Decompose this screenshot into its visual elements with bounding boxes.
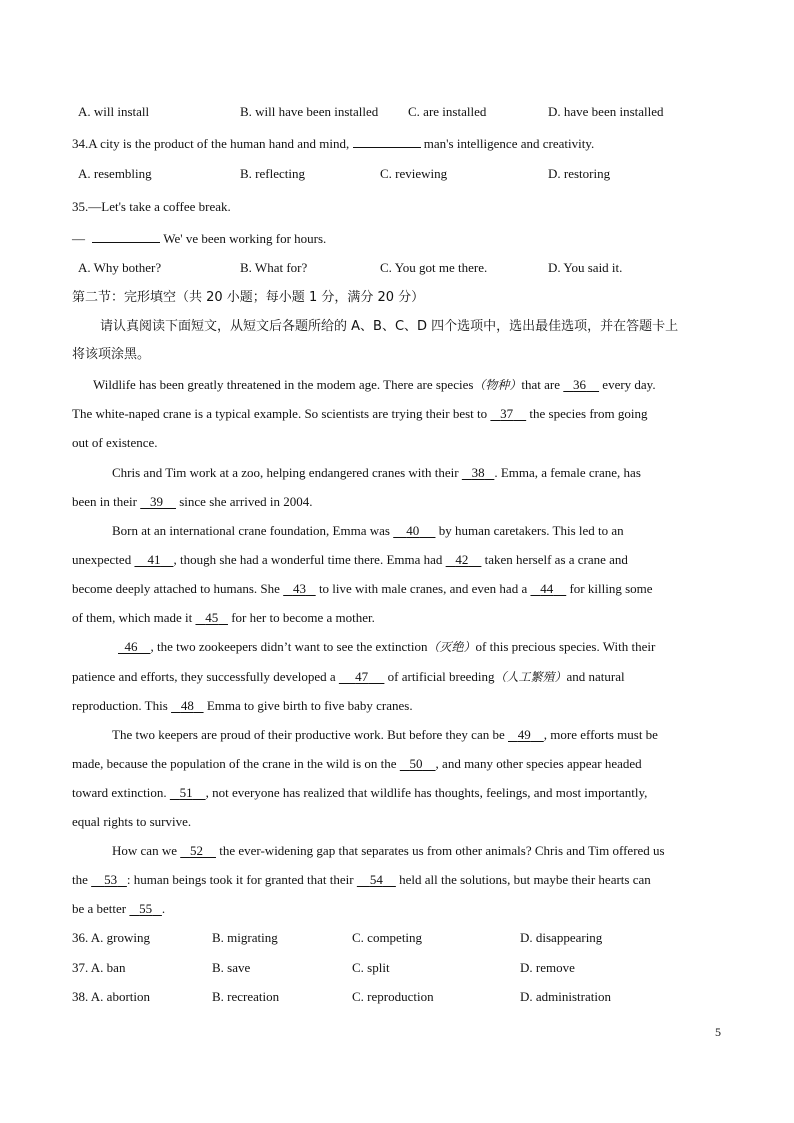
passage-text: . — [161, 901, 166, 916]
passage-p3-line1 — [112, 522, 624, 540]
passage-text: of them, which made it — [72, 610, 193, 625]
q37-option-b: B. save — [212, 960, 251, 975]
q35-line1: 35.—Let's take a coffee break. — [72, 199, 231, 214]
blank-53: 53 — [104, 872, 118, 887]
q37-option-c: C. split — [352, 960, 390, 975]
passage-text: Chris and Tim work at a zoo, helping endangered cranes with their — [112, 465, 459, 480]
blank-48: 48 — [180, 698, 194, 713]
q35-line2 — [72, 229, 326, 248]
page-number: 5 — [715, 1025, 721, 1039]
passage-p5-line2 — [72, 755, 642, 773]
blank-51: 51 — [179, 785, 193, 800]
passage-p5-line4: equal rights to survive. — [72, 814, 192, 829]
q33-option-b: B. will have been installed — [240, 104, 379, 119]
q35-dash: — — [72, 231, 85, 246]
passage-p4-line1 — [118, 638, 655, 656]
passage-text: Emma to give birth to five baby cranes. — [206, 698, 413, 713]
passage-text: The white-naped crane is a typical example. So scientists are trying their best to — [72, 406, 488, 421]
blank-54: 54 — [369, 872, 383, 887]
passage-text: by human caretakers. This led to an — [438, 523, 624, 538]
passage-text: How can we — [112, 843, 177, 858]
q33-option-d: D. have been installed — [548, 104, 664, 119]
q38-option-d: D. administration — [520, 989, 611, 1004]
q38-option-a: 38. A. abortion — [72, 989, 150, 1004]
passage-text: unexpected — [72, 552, 132, 567]
q34-blank — [353, 134, 421, 148]
passage-p5-line3 — [72, 784, 647, 802]
passage-text: become deeply attached to humans. She — [72, 581, 280, 596]
blank-50: 50 — [409, 756, 423, 771]
passage-chinese-gloss: （人工繁殖） — [494, 670, 567, 684]
q34-stem-after: man's intelligence and creativity. — [423, 136, 595, 151]
q35-blank — [92, 229, 160, 243]
q38-option-b: B. recreation — [212, 989, 280, 1004]
passage-p6-line3 — [72, 900, 165, 918]
q34-option-c: C. reviewing — [380, 166, 448, 181]
blank-47: 47 — [355, 669, 369, 684]
q37-option-d: D. remove — [520, 960, 575, 975]
passage-text: every day. — [602, 377, 656, 392]
section2-instruction-1: 请认真阅读下面短文，从短文后各题所给的 A、B、C、D 四个选项中，选出最佳选项，并在答题卡上 — [100, 319, 679, 334]
section2-heading: 第二节：完形填空（共 20 小题；每小题 1 分，满分 20 分） — [72, 290, 425, 305]
passage-p6-line1 — [112, 842, 665, 860]
passage-chinese-gloss: （物种） — [473, 378, 522, 392]
passage-text: , not everyone has realized that wildlife has thoughts, feelings, and most importantly, — [205, 785, 648, 800]
blank-49: 49 — [517, 727, 531, 742]
q33-option-a: A. will install — [78, 104, 150, 119]
q34-option-a: A. resembling — [78, 166, 152, 181]
passage-text: . Emma, a female crane, has — [494, 465, 641, 480]
passage-p4-line3 — [72, 697, 413, 715]
blank-55: 55 — [139, 901, 153, 916]
passage-p2-line2 — [72, 493, 312, 511]
blank-43: 43 — [292, 581, 306, 596]
q34-option-b: B. reflecting — [240, 166, 305, 181]
q35-option-a: A. Why bother? — [78, 260, 162, 275]
passage-text: made, because the population of the crane in the wild is on the — [72, 756, 397, 771]
q35-option-c: C. You got me there. — [380, 260, 488, 275]
passage-text: reproduction. This — [72, 698, 168, 713]
section2-instruction-2: 将该项涂黑。 — [72, 347, 151, 362]
q37-option-a: 37. A. ban — [72, 960, 126, 975]
blank-52: 52 — [189, 843, 203, 858]
blank-36: 36 — [573, 377, 587, 392]
blank-46: 46 — [124, 639, 138, 654]
passage-text: the — [72, 872, 88, 887]
passage-text: and natural — [566, 669, 625, 684]
blank-42: 42 — [455, 552, 469, 567]
passage-text: to live with male cranes, and even had a — [318, 581, 528, 596]
q35-line2-after: We' ve been working for hours. — [163, 231, 327, 246]
blank-41: 41 — [147, 552, 161, 567]
q36-option-c: C. competing — [352, 930, 423, 945]
passage-text: : human beings took it for granted that their — [126, 872, 354, 887]
passage-text: that are — [521, 377, 561, 392]
q35-option-b: B. What for? — [240, 260, 308, 275]
passage-text: , more efforts must be — [543, 727, 658, 742]
passage-p4-line2 — [72, 668, 625, 686]
passage-text: for killing some — [569, 581, 653, 596]
passage-p3-line3 — [72, 580, 653, 598]
passage-text: the ever-widening gap that separates us from other animals? Chris and Tim offered us — [219, 843, 665, 858]
blank-39: 39 — [149, 494, 163, 509]
passage-chinese-gloss: （灭绝） — [427, 640, 476, 654]
passage-text: of this precious species. With their — [475, 639, 656, 654]
q34-option-d: D. restoring — [548, 166, 611, 181]
q33-option-c: C. are installed — [408, 104, 487, 119]
passage-p2-line1 — [112, 464, 641, 482]
passage-text: Born at an international crane foundation, Emma was — [112, 523, 390, 538]
passage-text: been in their — [72, 494, 137, 509]
blank-40: 40 — [406, 523, 420, 538]
passage-text: for her to become a mother. — [231, 610, 375, 625]
passage-text: Wildlife has been greatly threatened in the modem age. There are species — [93, 377, 474, 392]
passage-text: be a better — [72, 901, 127, 916]
q36-option-a: 36. A. growing — [72, 930, 150, 945]
passage-text: The two keepers are proud of their productive work. But before they can be — [112, 727, 505, 742]
q34-stem — [72, 134, 594, 153]
blank-37: 37 — [500, 406, 514, 421]
blank-38: 38 — [471, 465, 485, 480]
passage-text: the species from going — [529, 406, 648, 421]
passage-p6-line2 — [72, 871, 651, 889]
blank-45: 45 — [205, 610, 219, 625]
passage-text: taken herself as a crane and — [484, 552, 628, 567]
passage-p1-line2 — [72, 405, 647, 423]
passage-text: of artificial breeding — [387, 669, 495, 684]
passage-text: toward extinction. — [72, 785, 167, 800]
passage-text: , and many other species appear headed — [435, 756, 642, 771]
q35-option-d: D. You said it. — [548, 260, 623, 275]
q36-option-b: B. migrating — [212, 930, 278, 945]
passage-p5-line1 — [112, 726, 658, 744]
passage-text: , the two zookeepers didn’t want to see the extinction — [150, 639, 428, 654]
passage-text: held all the solutions, but maybe their hearts can — [399, 872, 651, 887]
passage-text: patience and efforts, they successfully developed a — [72, 669, 336, 684]
passage-text: since she arrived in 2004. — [179, 494, 313, 509]
q38-option-c: C. reproduction — [352, 989, 434, 1004]
passage-p3-line4 — [72, 609, 375, 627]
q34-stem-before: 34.A city is the product of the human hand and mind, — [72, 136, 350, 151]
passage-p1-line1 — [93, 376, 656, 394]
passage-text: , though she had a wonderful time there. Emma had — [173, 552, 443, 567]
passage-p1-line3: out of existence. — [72, 435, 158, 450]
blank-44: 44 — [540, 581, 554, 596]
q36-option-d: D. disappearing — [520, 930, 603, 945]
passage-p3-line2 — [72, 551, 628, 569]
